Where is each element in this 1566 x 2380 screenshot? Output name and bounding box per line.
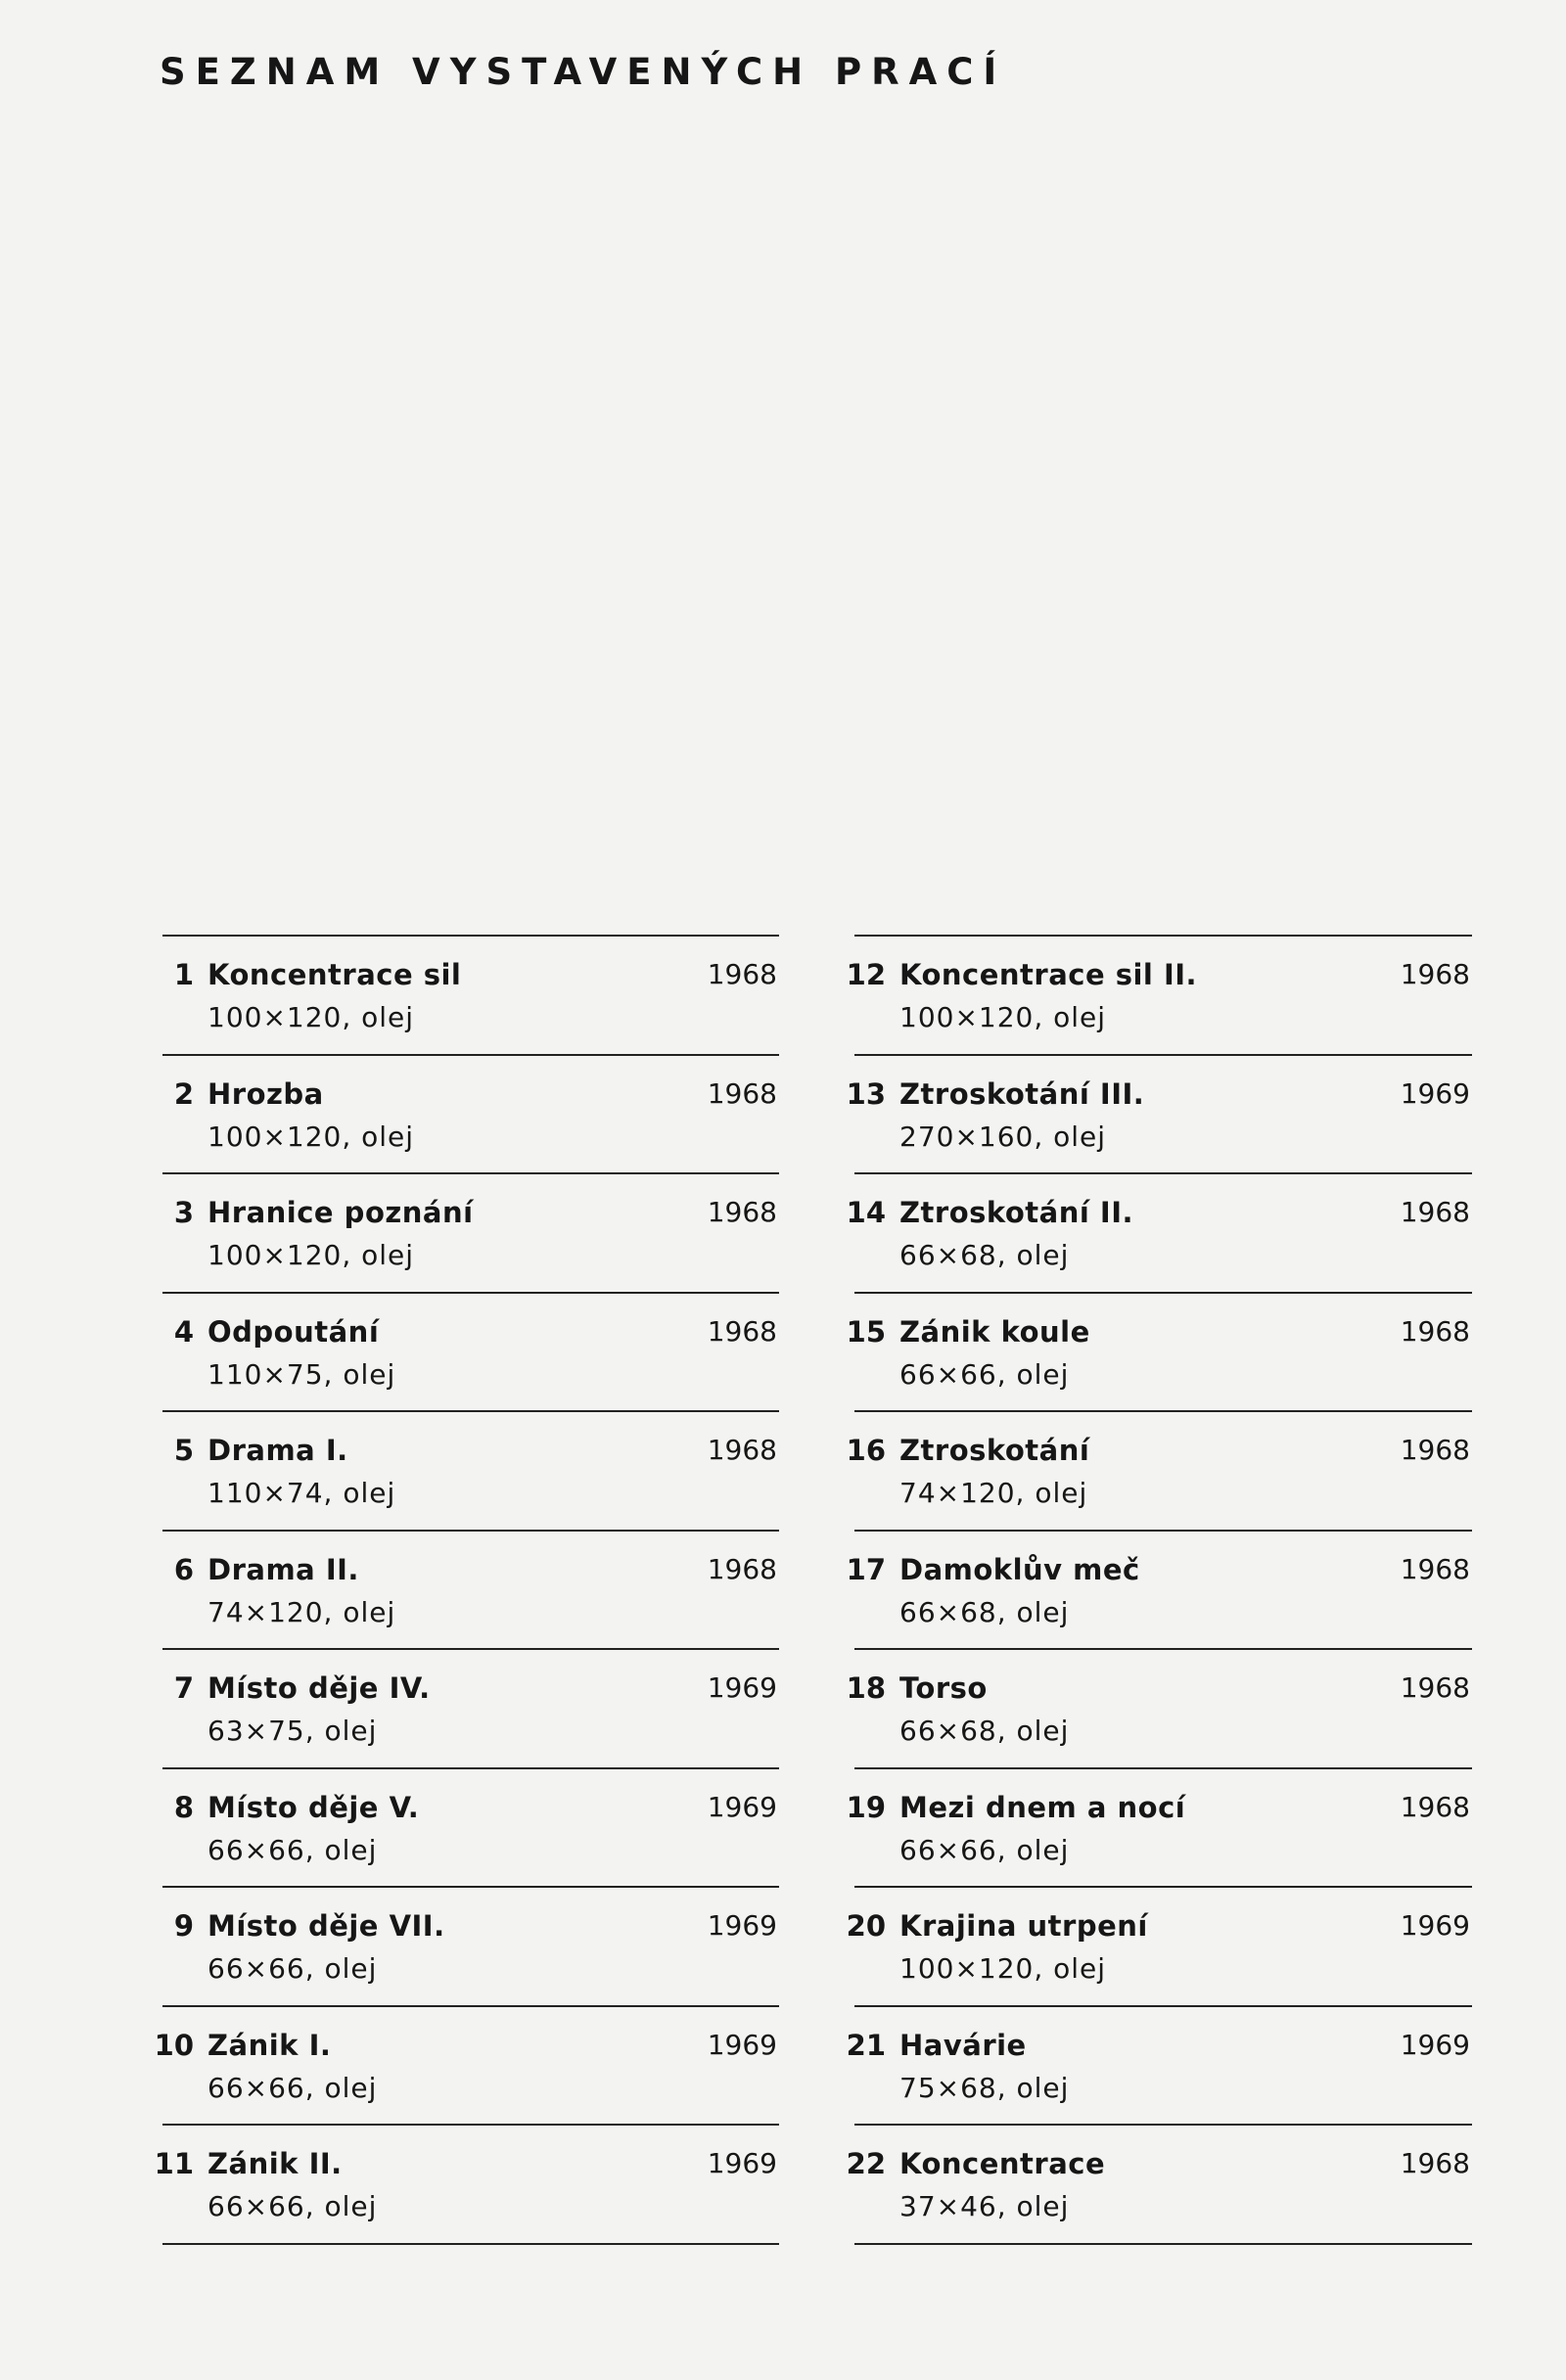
- item-year: 1969: [707, 2028, 777, 2061]
- item-title: Krajina utrpení: [899, 1909, 1148, 1943]
- item-details: 100×120, olej: [207, 1120, 415, 1153]
- item-year: 1968: [707, 1434, 777, 1466]
- item-title: Ztroskotání: [899, 1434, 1090, 1467]
- list-item: [846, 1294, 1472, 1413]
- list-item: [846, 1412, 1472, 1532]
- item-year: 1969: [707, 2147, 777, 2179]
- item-number: 8: [173, 1790, 194, 1824]
- item-title: Koncentrace sil: [207, 958, 462, 991]
- item-number: 12: [846, 958, 886, 991]
- list-item: [846, 937, 1472, 1056]
- item-details: 74×120, olej: [899, 1477, 1088, 1509]
- item-title: Místo děje V.: [207, 1790, 420, 1824]
- item-year: 1968: [707, 958, 777, 990]
- item-number: 4: [173, 1314, 194, 1349]
- item-title: Zánik I.: [207, 2028, 332, 2062]
- item-number: 18: [846, 1671, 886, 1705]
- item-details: 110×74, olej: [207, 1477, 396, 1509]
- item-title: Koncentrace sil II.: [899, 958, 1198, 991]
- list-item: [846, 1650, 1472, 1769]
- item-details: 100×120, olej: [899, 1952, 1107, 1985]
- item-details: 66×66, olej: [207, 1952, 378, 1985]
- item-title: Zánik koule: [899, 1314, 1090, 1349]
- item-details: 66×68, olej: [899, 1595, 1070, 1628]
- item-details: 66×66, olej: [899, 1833, 1070, 1866]
- item-details: 100×120, olej: [207, 1001, 415, 1033]
- item-title: Drama I.: [207, 1434, 348, 1467]
- list-item: [162, 1412, 779, 1532]
- list-item: [162, 1888, 779, 2007]
- item-year: 1968: [707, 1314, 777, 1348]
- list-item: [162, 1532, 779, 1651]
- list-item: [162, 1769, 779, 1889]
- list-item: [162, 937, 779, 1056]
- list-item: [846, 1888, 1472, 2007]
- item-details: 100×120, olej: [207, 1239, 415, 1271]
- list-item: [846, 2126, 1472, 2245]
- item-year: 1968: [1400, 1790, 1470, 1823]
- item-title: Místo děje IV.: [207, 1671, 431, 1705]
- item-year: 1969: [1400, 2028, 1470, 2061]
- item-number: 2: [173, 1076, 194, 1111]
- item-title: Ztroskotání II.: [899, 1196, 1134, 1229]
- item-number: 17: [846, 1552, 886, 1586]
- item-number: 1: [173, 958, 194, 991]
- list-item: [162, 1056, 779, 1175]
- list-item: [846, 1769, 1472, 1889]
- item-year: 1969: [707, 1909, 777, 1942]
- page-title: SEZNAM VYSTAVENÝCH PRACÍ: [160, 51, 1007, 93]
- item-number: 7: [173, 1671, 194, 1705]
- item-details: 75×68, olej: [899, 2071, 1070, 2104]
- list-item: [154, 2007, 779, 2127]
- item-title: Drama II.: [207, 1552, 359, 1586]
- item-number: 22: [846, 2147, 886, 2180]
- item-year: 1968: [1400, 1314, 1470, 1348]
- list-item: [846, 2007, 1472, 2127]
- item-details: 66×66, olej: [207, 2071, 378, 2104]
- list-item: [846, 1532, 1472, 1651]
- item-number: 21: [846, 2028, 886, 2062]
- item-title: Torso: [899, 1671, 988, 1705]
- item-number: 20: [846, 1909, 886, 1943]
- item-number: 5: [173, 1434, 194, 1467]
- item-year: 1968: [1400, 1434, 1470, 1466]
- list-item: [162, 1294, 779, 1413]
- item-details: 66×66, olej: [899, 1357, 1070, 1391]
- item-title: Zánik II.: [207, 2147, 343, 2180]
- list-item: [154, 2126, 779, 2245]
- item-title: Hrozba: [207, 1076, 324, 1111]
- item-year: 1969: [1400, 1076, 1470, 1110]
- list-item: [162, 1174, 779, 1294]
- item-details: 66×68, olej: [899, 1715, 1070, 1747]
- item-details: 270×160, olej: [899, 1120, 1107, 1153]
- item-details: 110×75, olej: [207, 1357, 396, 1391]
- item-year: 1968: [1400, 1552, 1470, 1585]
- item-year: 1968: [707, 1552, 777, 1585]
- item-details: 63×75, olej: [207, 1715, 378, 1747]
- list-item: [846, 1174, 1472, 1294]
- item-year: 1968: [1400, 2147, 1470, 2179]
- item-title: Odpoutání: [207, 1314, 380, 1349]
- item-number: 14: [846, 1196, 886, 1229]
- item-title: Ztroskotání III.: [899, 1076, 1145, 1111]
- item-title: Mezi dnem a nocí: [899, 1790, 1186, 1824]
- item-title: Místo děje VII.: [207, 1909, 445, 1943]
- item-year: 1969: [707, 1671, 777, 1704]
- list-item: [162, 1650, 779, 1769]
- item-details: 66×66, olej: [207, 1833, 378, 1866]
- item-details: 66×68, olej: [899, 1239, 1070, 1271]
- item-details: 100×120, olej: [899, 1001, 1107, 1033]
- item-number: 19: [846, 1790, 886, 1824]
- item-number: 6: [173, 1552, 194, 1586]
- item-details: 66×66, olej: [207, 2190, 378, 2222]
- item-year: 1968: [1400, 1196, 1470, 1228]
- list-item: [846, 1056, 1472, 1175]
- item-year: 1968: [707, 1196, 777, 1228]
- item-title: Damoklův meč: [899, 1552, 1140, 1586]
- item-title: Koncentrace: [899, 2147, 1106, 2180]
- item-details: 37×46, olej: [899, 2190, 1070, 2222]
- item-year: 1968: [1400, 958, 1470, 990]
- item-year: 1969: [1400, 1909, 1470, 1942]
- item-number: 3: [173, 1196, 194, 1229]
- item-details: 74×120, olej: [207, 1595, 396, 1628]
- item-number: 10: [154, 2028, 194, 2062]
- item-year: 1968: [707, 1076, 777, 1110]
- item-number: 13: [846, 1076, 886, 1111]
- item-number: 16: [846, 1434, 886, 1467]
- item-title: Hranice poznání: [207, 1196, 474, 1229]
- item-year: 1969: [707, 1790, 777, 1823]
- works-list-left: [154, 935, 779, 2245]
- item-year: 1968: [1400, 1671, 1470, 1704]
- item-number: 9: [173, 1909, 194, 1943]
- item-title: Havárie: [899, 2028, 1027, 2062]
- works-list-right: [846, 935, 1472, 2245]
- item-number: 11: [154, 2147, 194, 2180]
- item-number: 15: [846, 1314, 886, 1349]
